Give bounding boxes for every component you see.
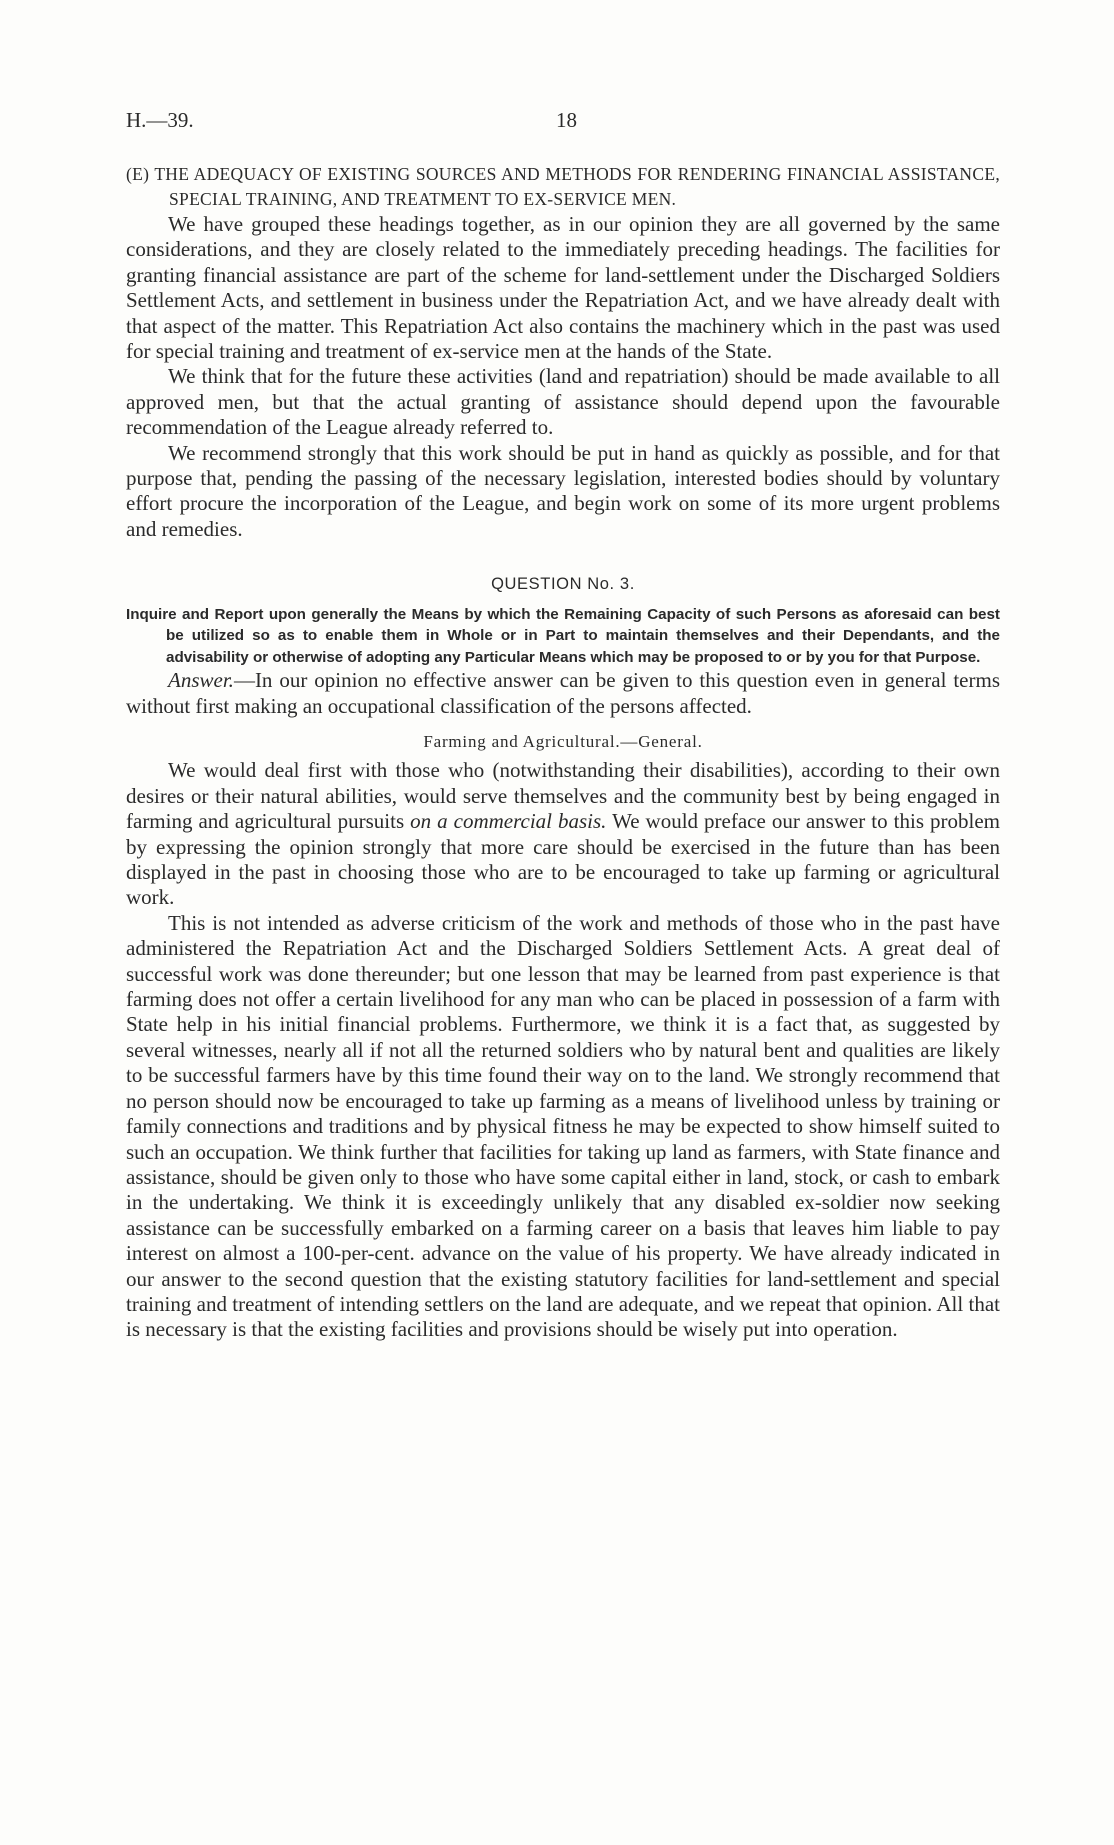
- paragraph: We have grouped these headings together, as in our opinion they are all governed by the same considerations, and they are closely related to the immediately preceding headings. The facilities for granting financial assistance are part of the scheme for land-settlement under the Discharged Soldiers Settlement Acts, and settlement in business under the Repatriation Act, and we have already dealt with that aspect of the matter. This Repatriation Act also contains the machinery which in the past was used for special training and treatment of ex-service men at the hands of the State.: [126, 212, 1000, 364]
- paragraph: We think that for the future these activities (land and repatriation) should be made available to all approved men, but that the actual granting of assistance should depend upon the favourable recommendation of the League already referred to.: [126, 364, 1000, 440]
- answer-paragraph: [126, 668, 1000, 719]
- page-content: [126, 162, 1000, 1343]
- farming-subheading: Farming and Agricultural.—General.: [423, 732, 703, 751]
- section-e-title: (E) THE ADEQUACY OF EXISTING SOURCES AND METHODS FOR RENDERING FINANCIAL ASSISTANCE, SPECIAL TRAINING, AND TREATMENT TO EX-SERVICE MEN.: [126, 164, 1000, 209]
- paragraph: This is not intended as adverse criticism of the work and methods of those who in the past have administered the Repatriation Act and the Discharged Soldiers Settlement Acts. A great deal of successful work was done thereunder; but one lesson that may be learned from past experience is that farming does not offer a certain livelihood for any man who can be placed in possession of a farm with State help in his initial financial problems. Furthermore, we think it is a fact that, as suggested by several witnesses, nearly all if not all the returned soldiers who by natural bent and qualities are likely to be successful farmers have by this time found their way on to the land. We strongly recommend that no person should now be encouraged to take up farming as a means of livelihood unless by training or family connections and traditions and by physical fitness he may be expected to show himself suited to such an occupation. We think further that facilities for taking up land as farmers, with State finance and assistance, should be given only to those who have some capital either in land, stock, or cash to embark in the undertaking. We think it is exceedingly unlikely that any disabled ex-soldier now seeking assistance can be successfully embarked on a farming career on a basis that leaves him liable to pay interest on almost a 100-per-cent. advance on the value of his property. We have already indicated in our answer to the second question that the existing statutory facilities for land-settlement and special training and treatment of intending settlers on the land are adequate, and we repeat that opinion. All that is necessary is that the existing facilities and provisions should be wisely put into operation.: [126, 910, 1000, 1342]
- paragraph: [126, 758, 1000, 910]
- farming-p1-emphasis: on a commercial basis.: [410, 809, 607, 834]
- document-reference: H.—39.: [126, 108, 194, 132]
- answer-text: —In our opinion no effective answer can be given to this question even in general terms without first making an occupational classification of the persons affected.: [126, 668, 1000, 718]
- page-number: 18: [556, 108, 577, 132]
- page-header: [126, 108, 1000, 138]
- question-3-heading: QUESTION No. 3.: [491, 575, 635, 594]
- farming-p1-start: We would deal first with those who (notwithstanding their disabilities), according to their own desires or their natural abilities, would serve themselves and the community best by being engaged in farming and agricultural pursuits: [126, 758, 1000, 834]
- answer-label: Answer.: [168, 668, 234, 693]
- paragraph: We recommend strongly that this work should be put in hand as quickly as possible, and for that purpose that, pending the passing of the necessary legislation, interested bodies should by voluntary effort procure the incorporation of the League, and begin work on some of its more urgent problems and remedies.: [126, 440, 1000, 541]
- question-3-text: Inquire and Report upon generally the Means by which the Remaining Capacity of such Persons as aforesaid can best be utilized so as to enable them in Whole or in Part to maintain themselves and their Dependants, and the advisability or otherwise of adopting any Particular Means which may be proposed to or by you for that Purpose.: [126, 605, 1000, 666]
- farming-p1-end: We would preface our answer to this problem by expressing the opinion strongly that more care should be exercised in the future than has been displayed in the past in choosing those who are to be encouraged to take up farming or agricultural work.: [126, 809, 1000, 910]
